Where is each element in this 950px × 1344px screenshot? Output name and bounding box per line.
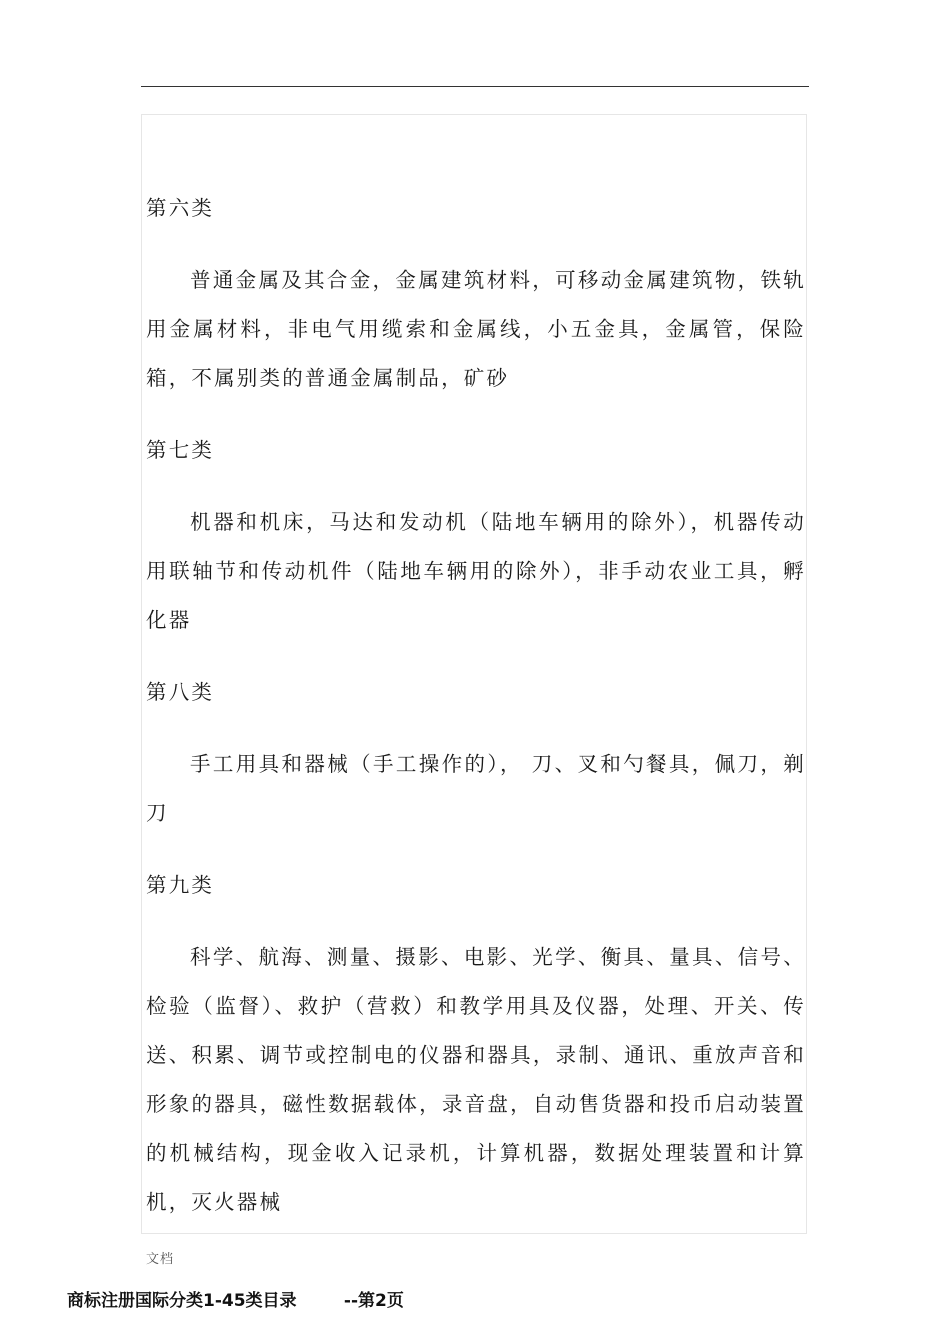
document-content — [146, 184, 806, 1227]
section-body: 普通金属及其合金，金属建筑材料，可移动金属建筑物，铁轨用金属材料，非电气用缆索和金属线，小五金具，金属管，保险箱，不属别类的普通金属制品，矿砂 — [146, 268, 806, 390]
footer-note: 文档 — [146, 1252, 175, 1267]
section-heading: 第六类 — [146, 196, 215, 220]
header-rule — [141, 86, 809, 87]
section-body: 手工用具和器械（手工操作的）， 刀、叉和勺餐具，佩刀，剃刀 — [146, 752, 806, 825]
section-heading: 第七类 — [146, 438, 215, 462]
section-body: 科学、航海、测量、摄影、电影、光学、衡具、量具、信号、检验（监督）、救护（营救）和教学用具及仪器，处理、开关、传送、积累、调节或控制电的仪器和器具，录制、通讯、重放声音和形象的器具，磁性数据载体，录音盘，自动售货器和投币启动装置的机械结构，现金收入记录机，计算机器，数据处理装置和计算机，灭火器械 — [146, 945, 806, 1214]
section-class-8 — [146, 668, 806, 861]
section-class-6 — [146, 184, 806, 426]
footer-page-number: --第2页 — [343, 1291, 404, 1311]
section-heading: 第九类 — [146, 873, 215, 897]
footer-title — [67, 1286, 404, 1311]
section-body: 机器和机床，马达和发动机（陆地车辆用的除外），机器传动用联轴节和传动机件（陆地车辆用的除外），非手动农业工具，孵化器 — [146, 510, 806, 632]
footer-doc-title: 商标注册国际分类1-45类目录 — [67, 1291, 297, 1311]
section-heading: 第八类 — [146, 680, 215, 704]
section-class-7 — [146, 426, 806, 668]
section-class-9 — [146, 861, 806, 1227]
